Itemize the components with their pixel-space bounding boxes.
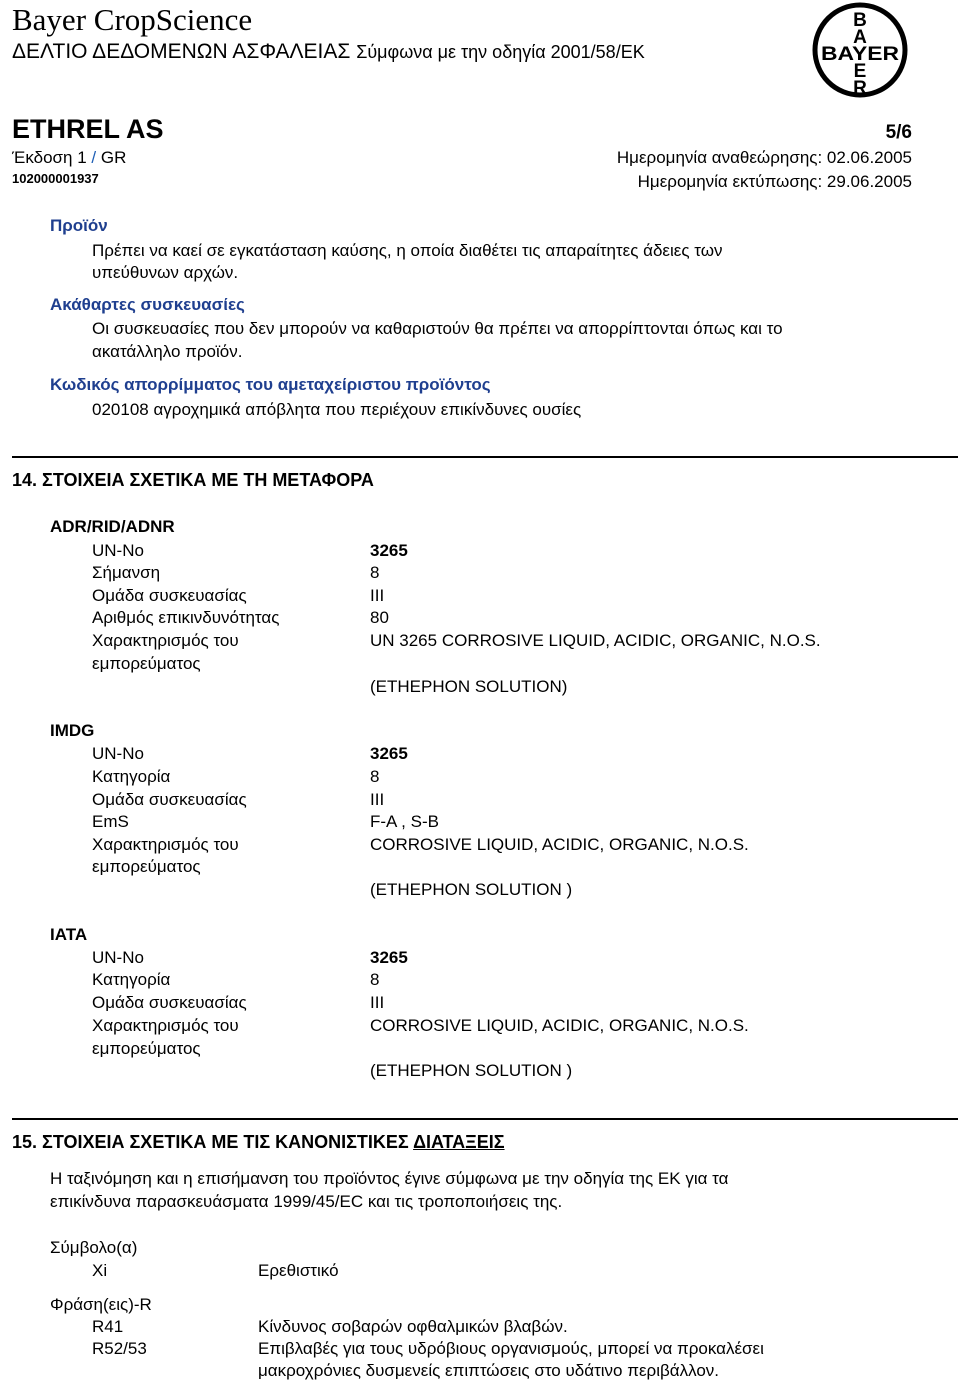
iata-un-value: 3265 <box>370 948 408 967</box>
regulatory-intro-1: Η ταξινόμηση και η επισήμανση του προϊόντος έγινε σύμφωνα με την οδηγία της ΕΚ για τα <box>50 1169 729 1188</box>
packaging-text-2: ακατάλληλο προϊόν. <box>92 342 243 361</box>
imdg-packing-group-label: Ομάδα συσκευασίας <box>92 790 247 809</box>
iata-description-label-2: εμπορεύματος <box>92 1039 201 1058</box>
svg-text:A: A <box>853 27 867 48</box>
adr-mark-value: 8 <box>370 563 380 582</box>
packaging-text-1: Οι συσκευασίες που δεν μπορούν να καθαριστούν θα πρέπει να απορρίπτονται όπως και το <box>92 319 783 338</box>
symbols-heading: Σύμβολο(α) <box>50 1238 138 1257</box>
imdg-un-label: UN-No <box>92 744 144 763</box>
document-title <box>12 40 645 64</box>
symbol-description: Ερεθιστικό <box>258 1261 339 1280</box>
r-phrase-text: Επιβλαβές για τους υδρόβιους οργανισμούς, μπορεί να προκαλέσει <box>258 1339 764 1358</box>
r-phrases-heading: Φράση(εις)-R <box>50 1295 152 1314</box>
imdg-description-label-2: εμπορεύματος <box>92 857 201 876</box>
section-15-title <box>12 1132 505 1153</box>
r-phrase-code: R52/53 <box>92 1339 147 1358</box>
iata-description-label-1: Χαρακτηρισμός του <box>92 1016 239 1035</box>
adr-packing-group-value: III <box>370 586 385 605</box>
iata-heading: IATA <box>50 925 88 944</box>
edition-info <box>12 148 126 168</box>
imdg-heading: IMDG <box>50 721 95 740</box>
iata-description-value-2: (ETHEPHON SOLUTION ) <box>370 1061 573 1080</box>
edition-number: Έκδοση 1 <box>12 148 87 167</box>
product-disposal-heading: Προϊόν <box>50 216 108 235</box>
r-phrase-text: Κίνδυνος σοβαρών οφθαλμικών βλαβών. <box>258 1317 568 1336</box>
adr-un-value: 3265 <box>370 541 408 560</box>
adr-un-label: UN-No <box>92 541 144 560</box>
edition-separator: / <box>86 148 101 167</box>
edition-language: GR <box>100 148 127 167</box>
section-divider <box>12 1118 958 1120</box>
page-number: 5/6 <box>885 122 912 143</box>
adr-packing-group-label: Ομάδα συσκευασίας <box>92 586 247 605</box>
section-15-title-underlined: ΔΙΑΤΑΞΕΙΣ <box>413 1132 505 1152</box>
imdg-un-value: 3265 <box>370 744 408 763</box>
imdg-ems-label: EmS <box>92 812 129 831</box>
imdg-packing-group-value: III <box>370 790 385 809</box>
adr-description-value-1: UN 3265 CORROSIVE LIQUID, ACIDIC, ORGANIC, N.O.S. <box>370 631 821 650</box>
adr-mark-label: Σήμανση <box>92 563 161 582</box>
section-14-title: 14. ΣΤΟΙΧΕΙΑ ΣΧΕΤΙΚΑ ΜΕ ΤΗ ΜΕΤΑΦΟΡΑ <box>12 470 374 490</box>
adr-description-value-2: (ETHEPHON SOLUTION) <box>370 677 568 696</box>
product-name: ETHREL AS <box>12 114 164 144</box>
adr-hazard-label: Αριθμός επικινδυνότητας <box>92 608 280 627</box>
iata-description-value-1: CORROSIVE LIQUID, ACIDIC, ORGANIC, N.O.S. <box>370 1016 749 1035</box>
adr-description-label-2: εμπορεύματος <box>92 654 201 673</box>
adr-heading: ADR/RID/ADNR <box>50 517 175 536</box>
imdg-description-value-2: (ETHEPHON SOLUTION ) <box>370 880 573 899</box>
imdg-ems-value: F-A , S-B <box>370 812 439 831</box>
waste-code-heading: Κωδικός απορρίμματος του αμεταχείριστου προϊόντος <box>50 375 491 394</box>
bayer-cross-logo <box>812 2 908 98</box>
svg-text:R: R <box>853 78 867 98</box>
iata-packing-group-label: Ομάδα συσκευασίας <box>92 993 247 1012</box>
revision-date: Ημερομηνία αναθεώρησης: 02.06.2005 <box>616 148 912 167</box>
document-type: ΔΕΛΤΙΟ ΔΕΔΟΜΕΝΩΝ ΑΣΦΑΛΕΙΑΣ <box>12 40 351 63</box>
product-disposal-text-1: Πρέπει να καεί σε εγκατάσταση καύσης, η οποία διαθέτει τις απαραίτητες άδειες των <box>92 241 723 260</box>
print-date: Ημερομηνία εκτύπωσης: 29.06.2005 <box>637 172 912 191</box>
iata-class-label: Κατηγορία <box>92 970 171 989</box>
iata-class-value: 8 <box>370 970 380 989</box>
regulatory-intro-2: επικίνδυνα παρασκευάσματα 1999/45/EC και τις τροποποιήσεις της. <box>50 1192 563 1211</box>
imdg-description-value-1: CORROSIVE LIQUID, ACIDIC, ORGANIC, N.O.S. <box>370 835 749 854</box>
svg-text:E: E <box>853 61 867 82</box>
imdg-class-value: 8 <box>370 767 380 786</box>
directive-text: Σύμφωνα με την οδηγία 2001/58/ΕΚ <box>356 42 645 62</box>
waste-code-text: 020108 αγροχημικά απόβλητα που περιέχουν επικίνδυνες ουσίες <box>92 400 582 419</box>
section-15-title-text: 15. ΣΤΟΙΧΕΙΑ ΣΧΕΤΙΚΑ ΜΕ ΤΙΣ ΚΑΝΟΝΙΣΤΙΚΕΣ <box>12 1132 414 1152</box>
imdg-class-label: Κατηγορία <box>92 767 171 786</box>
iata-packing-group-value: III <box>370 993 385 1012</box>
section-divider <box>12 456 958 458</box>
brand-name: Bayer CropScience <box>12 2 253 37</box>
symbol-code: Xi <box>92 1261 108 1280</box>
r-phrase-text-continued: μακροχρόνιες δυσμενείς επιπτώσεις στο υδάτινο περιβάλλον. <box>258 1361 720 1380</box>
svg-text:BAYER: BAYER <box>821 44 900 65</box>
imdg-description-label-1: Χαρακτηρισμός του <box>92 835 239 854</box>
r-phrase-code: R41 <box>92 1317 124 1336</box>
product-disposal-text-2: υπεύθυνων αρχών. <box>92 263 239 282</box>
svg-text:B: B <box>853 10 867 31</box>
iata-un-label: UN-No <box>92 948 144 967</box>
adr-hazard-value: 80 <box>370 608 389 627</box>
packaging-heading: Ακάθαρτες συσκευασίες <box>50 295 245 314</box>
adr-description-label-1: Χαρακτηρισμός του <box>92 631 239 650</box>
document-number: 102000001937 <box>12 171 99 186</box>
